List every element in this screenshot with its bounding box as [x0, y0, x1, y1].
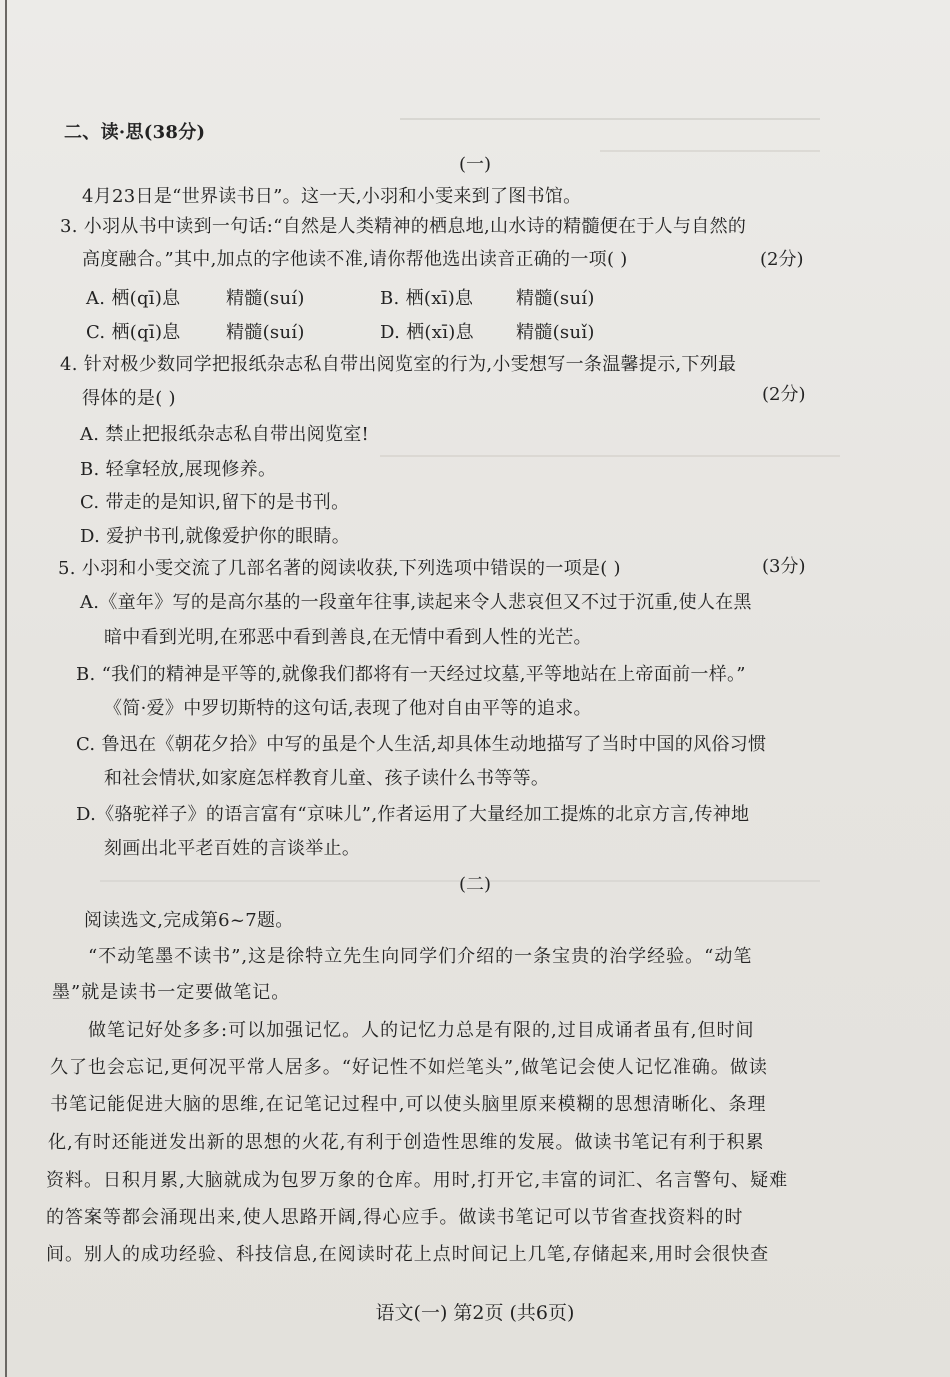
passage-p1-line2: 墨”就是读书一定要做笔记。: [52, 982, 291, 1003]
q3-option-a-2: 精髓(suí): [226, 288, 305, 309]
q3-option-b: B. 栖(xī)息: [380, 288, 474, 309]
page-footer: 语文(一) 第2页 (共6页): [375, 1302, 575, 1324]
q5-option-d-1: D.《骆驼祥子》的语言富有“京味儿”,作者运用了大量经加工提炼的北京方言,传神地: [76, 804, 750, 825]
q3-option-a: A. 栖(qī)息: [86, 288, 181, 309]
bleed-through-mark: [380, 455, 840, 457]
section-title: 二、读·思(38分): [64, 122, 206, 143]
q5-option-a-2: 暗中看到光明,在邪恶中看到善良,在无情中看到人性的光芒。: [104, 627, 592, 648]
part1-heading: (一): [458, 154, 492, 175]
part2-heading: (二): [458, 874, 492, 895]
q4-line2: 得体的是( ): [82, 388, 176, 409]
passage-p2-line1: 做笔记好处多多:可以加强记忆。人的记忆力总是有限的,过目成诵者虽有,但时间: [88, 1020, 755, 1041]
q4-line1: 4. 针对极少数同学把报纸杂志私自带出阅览室的行为,小雯想写一条温馨提示,下列最: [60, 354, 737, 375]
q5-option-d-2: 刻画出北平老百姓的言谈举止。: [104, 838, 361, 859]
q5-score: (3分): [762, 556, 806, 577]
bleed-through-mark: [400, 118, 820, 120]
q5-option-b-2: 《简·爱》中罗切斯特的这句话,表现了他对自由平等的追求。: [104, 698, 592, 719]
q3-option-d-2: 精髓(suǐ): [516, 322, 595, 343]
q3-score: (2分): [760, 249, 804, 270]
q4-option-c: C. 带走的是知识,留下的是书刊。: [80, 492, 350, 513]
q3-option-c-2: 精髓(suí): [226, 322, 305, 343]
q4-score: (2分): [762, 384, 806, 405]
part1-intro: 4月23日是“世界读书日”。这一天,小羽和小雯来到了图书馆。: [82, 186, 582, 207]
q5-option-a-1: A.《童年》写的是高尔基的一段童年往事,读起来令人悲哀但又不过于沉重,使人在黑: [80, 592, 752, 613]
passage-p2-line4: 化,有时还能迸发出新的思想的火花,有利于创造性思维的发展。做读书笔记有利于积累: [48, 1132, 765, 1153]
q5-option-c-1: C. 鲁迅在《朝花夕拾》中写的虽是个人生活,却具体生动地描写了当时中国的风俗习惯: [76, 734, 767, 755]
q3-line2: 高度融合。”其中,加点的字他读不准,请你帮他选出读音正确的一项( ): [82, 249, 628, 270]
part2-instruction: 阅读选文,完成第6~7题。: [84, 910, 294, 931]
passage-p2-line7: 间。别人的成功经验、科技信息,在阅读时花上点时间记上几笔,存储起来,用时会很快查: [46, 1244, 770, 1265]
q3-option-c: C. 栖(qī)息: [86, 322, 181, 343]
passage-p2-line3: 书笔记能促进大脑的思维,在记笔记过程中,可以使头脑里原来模糊的思想清晰化、条理: [50, 1094, 767, 1115]
q3-option-b-2: 精髓(suí): [516, 288, 595, 309]
passage-p2-line2: 久了也会忘记,更何况平常人居多。“好记性不如烂笔头”,做笔记会使人记忆准确。做读: [50, 1057, 768, 1078]
q4-option-b: B. 轻拿轻放,展现修养。: [80, 459, 277, 480]
q3-line1: 3. 小羽从书中读到一句话:“自然是人类精神的栖息地,山水诗的精髓便在于人与自然的: [60, 216, 747, 237]
passage-p2-line5: 资料。日积月累,大脑就成为包罗万象的仓库。用时,打开它,丰富的词汇、名言警句、疑难: [46, 1170, 789, 1191]
passage-p1-line1: “不动笔墨不读书”,这是徐特立先生向同学们介绍的一条宝贵的治学经验。“动笔: [88, 946, 753, 967]
q5-option-c-2: 和社会情状,如家庭怎样教育儿童、孩子读什么书等等。: [104, 768, 550, 789]
q5-line1: 5. 小羽和小雯交流了几部名著的阅读收获,下列选项中错误的一项是( ): [58, 558, 621, 579]
passage-p2-line6: 的答案等都会涌现出来,使人思路开阔,得心应手。做读书笔记可以节省查找资料的时: [46, 1207, 744, 1228]
q5-option-b-1: B. “我们的精神是平等的,就像我们都将有一天经过坟墓,平等地站在上帝面前一样。”: [76, 664, 746, 685]
q3-option-d: D. 栖(xī)息: [380, 322, 474, 343]
page-edge: [5, 0, 7, 1377]
q4-option-a: A. 禁止把报纸杂志私自带出阅览室!: [80, 424, 370, 445]
q4-option-d: D. 爱护书刊,就像爱护你的眼睛。: [80, 526, 351, 547]
